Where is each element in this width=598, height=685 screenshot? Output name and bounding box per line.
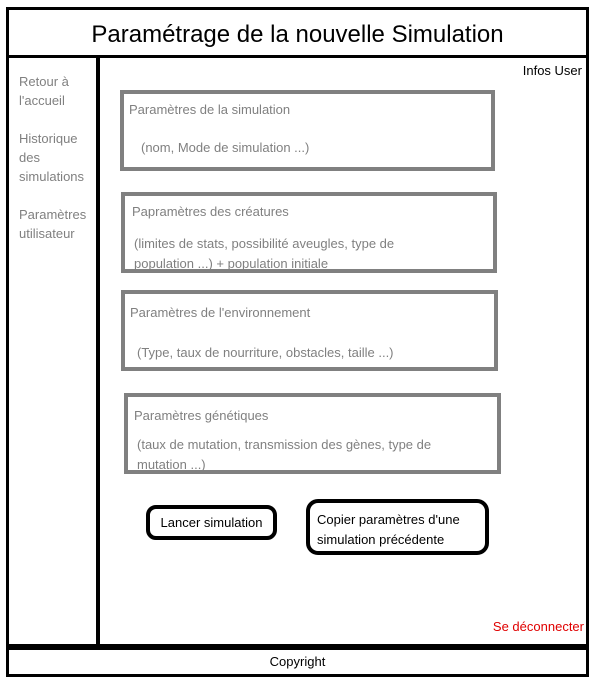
page-title: Paramétrage de la nouvelle Simulation [91,21,504,48]
launch-simulation-button[interactable]: Lancer simulation [146,505,277,540]
sidebar [6,58,100,647]
panel-title: Paramètres génétiques [134,408,269,423]
sidebar-item-user-settings[interactable]: Paramètres utilisateur [19,207,87,241]
copy-previous-params-button[interactable]: Copier paramètres d'une simulation précédente [306,499,489,555]
header [6,7,589,58]
panel-simulation-params[interactable] [120,90,495,171]
panel-title: Paramètres de l'environnement [130,305,311,320]
copyright-text: Copyright [269,654,326,669]
logout-link[interactable]: Se déconnecter [492,619,584,634]
panel-title: Papramètres des créatures [132,204,289,219]
sidebar-item-history[interactable]: Historique des simulations [19,131,85,184]
sidebar-item-home[interactable]: Retour à l'accueil [19,74,69,108]
panel-description: (nom, Mode de simulation ...) [141,140,310,155]
panel-description: (Type, taux de nourriture, obstacles, taille ...) [137,345,394,360]
panel-creature-params[interactable] [121,192,497,273]
panel-environment-params[interactable] [121,290,498,371]
panel-title: Paramètres de la simulation [129,102,291,117]
panel-description: (taux de mutation, transmission des gènes, type de mutation ...) [137,437,432,472]
panel-description: (limites de stats, possibilité aveugles, type de population ...) + population initiale [134,236,395,271]
panel-genetic-params[interactable] [124,393,501,474]
user-info-link[interactable]: Infos User [522,63,582,78]
footer [6,647,589,677]
